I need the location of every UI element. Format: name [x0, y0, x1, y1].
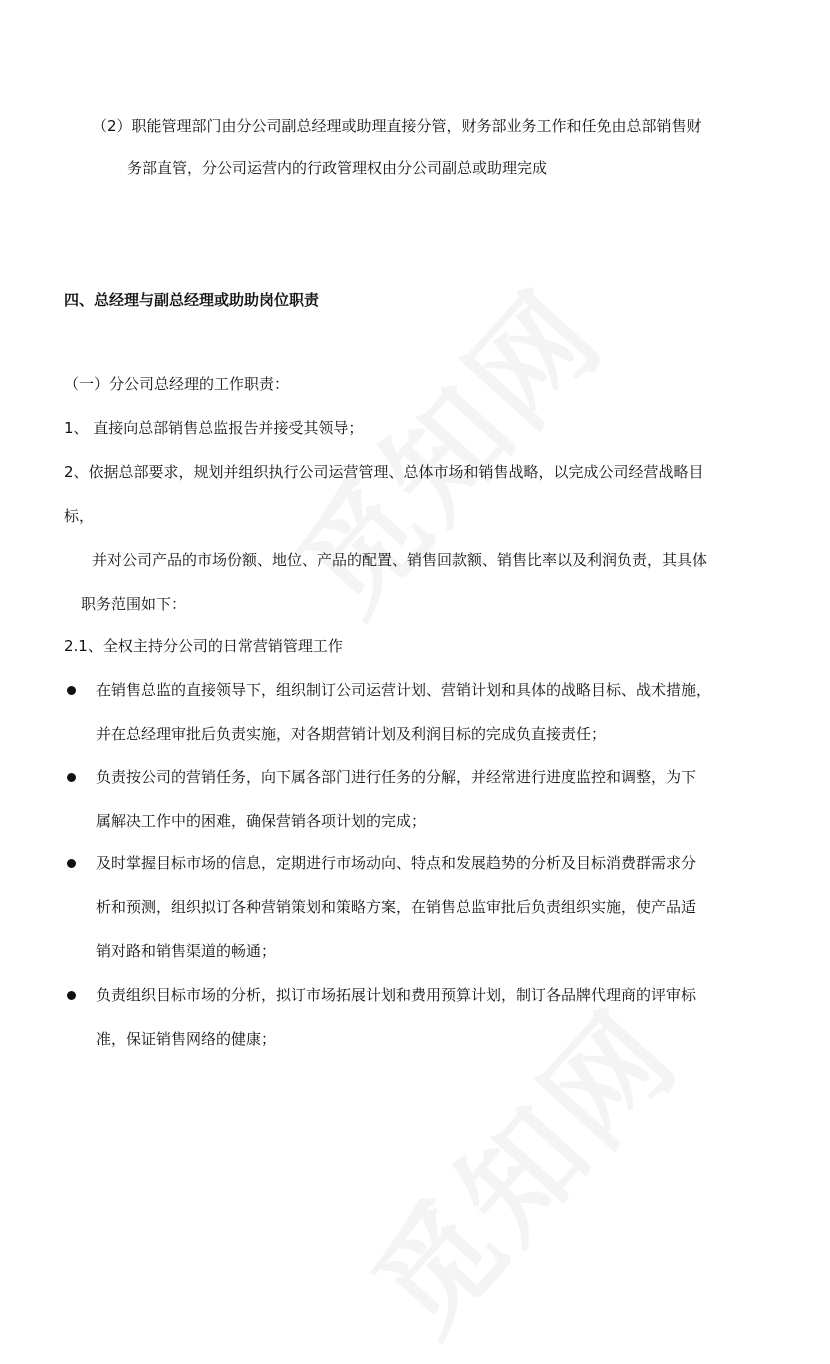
bullet-icon	[67, 859, 76, 868]
duty2-line1: 2、依据总部要求，规划并组织执行公司运营管理、总体市场和销售战略，以完成公司经营战略目	[64, 463, 704, 481]
bullet3-line2: 析和预测，组织拟订各种营销策划和策略方案，在销售总监审批后负责组织实施，使产品适	[96, 898, 697, 916]
watermark-bottom	[329, 968, 710, 1364]
section-heading: 四、总经理与副总经理或助助岗位职责	[64, 291, 320, 309]
bullet2-line2: 属解决工作中的困难，确保营销各项计划的完成；	[96, 812, 427, 830]
bullet4-line1: 负责组织目标市场的分析，拟订市场拓展计划和费用预算计划，制订各品牌代理商的评审标	[96, 986, 697, 1004]
bullet-icon	[67, 686, 76, 695]
duty1: 1、 直接向总部销售总监报告并接受其领导；	[64, 419, 364, 437]
bullet-icon	[67, 991, 76, 1000]
bullet1-line2: 并在总经理审批后负责实施，对各期营销计划及利润目标的完成负直接责任；	[96, 725, 607, 743]
bullet4-line2: 准，保证销售网络的健康；	[96, 1030, 277, 1048]
bullet2-line1: 负责按公司的营销任务，向下属各部门进行任务的分解，并经常进行进度监控和调整，为下	[96, 768, 697, 786]
item2-line1: （2）职能管理部门由分公司副总经理或助理直接分管，财务部业务工作和任免由总部销售财	[92, 117, 702, 135]
bullet3-line3: 销对路和销售渠道的畅通；	[96, 942, 277, 960]
bullet1-line1: 在销售总监的直接领导下，组织制订公司运营计划、营销计划和具体的战略目标、战术措施，	[96, 681, 712, 699]
bullet-icon	[67, 773, 76, 782]
duty2-line4: 职务范围如下：	[81, 595, 187, 613]
duty2-1-heading: 2.1、全权主持分公司的日常营销管理工作	[64, 637, 343, 655]
item2-line2: 务部直管，分公司运营内的行政管理权由分公司副总或助理完成	[127, 159, 548, 177]
subsection-heading: （一）分公司总经理的工作职责：	[64, 375, 290, 393]
duty2-line2: 标，	[64, 507, 95, 525]
bullet3-line1: 及时掌握目标市场的信息，定期进行市场动向、特点和发展趋势的分析及目标消费群需求分	[96, 854, 697, 872]
duty2-line3: 并对公司产品的市场份额、地位、产品的配置、销售回款额、销售比率以及利润负责，其具体	[92, 551, 708, 569]
